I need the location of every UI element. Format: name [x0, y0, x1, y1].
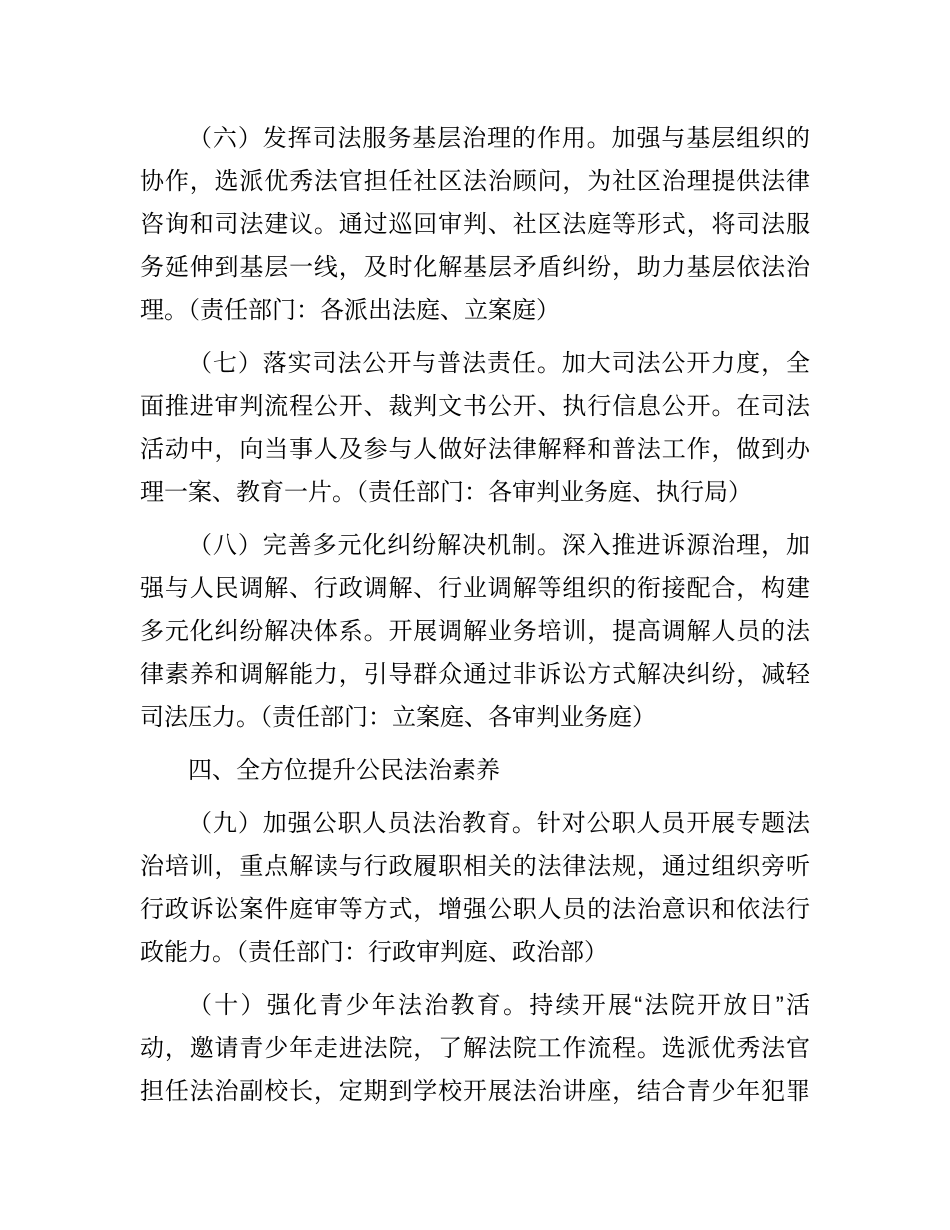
- text-line: 咨询和司法建议。通过巡回审判、社区法庭等形式，将司法服: [140, 211, 810, 238]
- text-line: 面推进审判流程公开、裁判文书公开、执行信息公开。在司法: [140, 393, 810, 420]
- text-line: 政能力。（责任部门：行政审判庭、政治部）: [140, 939, 608, 966]
- text-line: 理一案、教育一片。（责任部门：各审判业务庭、执行局）: [140, 479, 752, 506]
- text-line: （六）发挥司法服务基层治理的作用。加强与基层组织的: [188, 125, 810, 152]
- text-line: （十）强化青少年法治教育。持续开展“法院开放日”活: [188, 992, 810, 1019]
- text-line: 治培训，重点解读与行政履职相关的法律法规，通过组织旁听: [140, 853, 810, 880]
- text-line: 多元化纠纷解决体系。开展调解业务培训，提高调解人员的法: [140, 618, 810, 645]
- text-line: 协作，选派优秀法官担任社区法治顾问，为社区治理提供法律: [140, 168, 810, 195]
- heading-line: 四、全方位提升公民法治素养: [188, 757, 500, 784]
- text-line: 司法压力。（责任部门：立案庭、各审判业务庭）: [140, 704, 656, 731]
- text-line: 担任法治副校长，定期到学校开展法治讲座，结合青少年犯罪: [140, 1078, 810, 1105]
- text-line: （八）完善多元化纠纷解决机制。深入推进诉源治理，加: [188, 532, 810, 559]
- text-line: 律素养和调解能力，引导群众通过非诉讼方式解决纠纷，减轻: [140, 661, 810, 688]
- paragraph-item-6: [140, 117, 810, 332]
- text-line: 活动中，向当事人及参与人做好法律解释和普法工作，做到办: [140, 436, 810, 463]
- text-line: （七）落实司法公开与普法责任。加大司法公开力度，全: [188, 350, 810, 377]
- paragraph-item-9: [140, 802, 810, 974]
- paragraph-item-7: [140, 342, 810, 514]
- paragraph-item-10: [140, 984, 810, 1113]
- text-line: 务延伸到基层一线，及时化解基层矛盾纠纷，助力基层依法治: [140, 254, 810, 281]
- text-line: 理。（责任部门：各派出法庭、立案庭）: [140, 297, 560, 324]
- section-heading: [140, 749, 810, 792]
- text-line: 强与人民调解、行政调解、行业调解等组织的衔接配合，构建: [140, 575, 810, 602]
- paragraph-item-8: [140, 524, 810, 739]
- text-line: 动，邀请青少年走进法院，了解法院工作流程。选派优秀法官: [140, 1035, 810, 1062]
- text-line: 行政诉讼案件庭审等方式，增强公职人员的法治意识和依法行: [140, 896, 810, 923]
- text-line: （九）加强公职人员法治教育。针对公职人员开展专题法: [188, 810, 810, 837]
